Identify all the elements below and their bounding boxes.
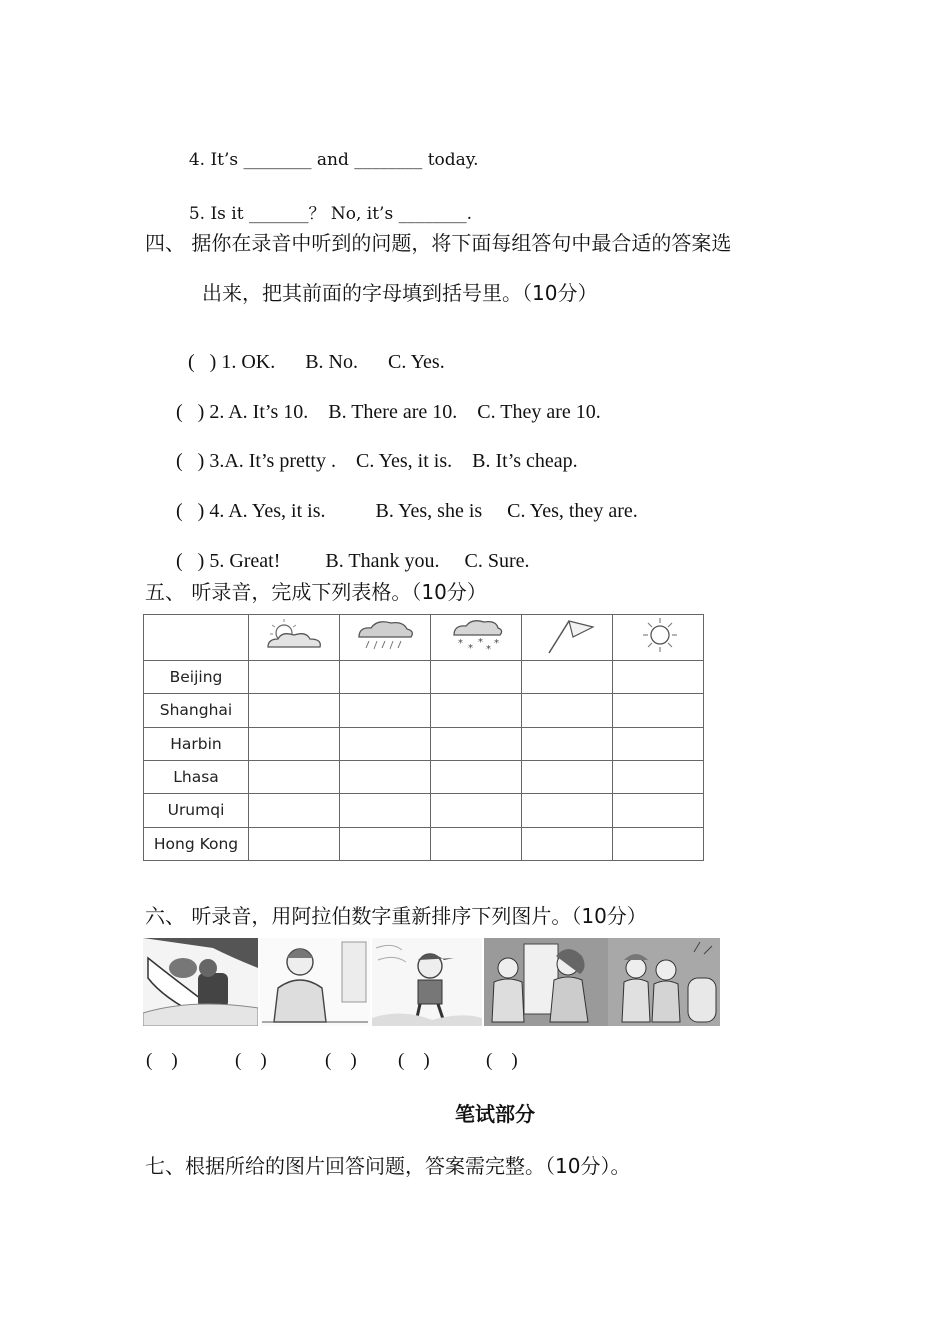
fill-item-5 [178, 179, 472, 224]
fill-item-4 [178, 130, 479, 170]
answer-cell[interactable] [522, 694, 613, 727]
weather-table [143, 614, 704, 861]
answer-cell[interactable] [431, 760, 522, 793]
girls-shopping-picture [608, 938, 720, 1026]
answer-cell[interactable] [613, 661, 704, 694]
answer-paren-2[interactable]: ( ) [235, 1050, 267, 1071]
section4-item-2 [166, 378, 601, 424]
section7-title: 七、根据所给的图片回答问题，答案需完整。（10分）。 [145, 1154, 631, 1178]
table-row [144, 661, 704, 694]
answer-paren-3[interactable]: ( ) [325, 1050, 357, 1071]
item-text: 2. A. It’s 10. B. There are 10. C. They are 10. [209, 401, 601, 423]
answer-cell[interactable] [613, 827, 704, 860]
answer-cell[interactable] [613, 727, 704, 760]
written-part-heading: 笔试部分 [455, 1102, 535, 1126]
answer-cell[interactable] [431, 827, 522, 860]
table-row [144, 727, 704, 760]
table-row [144, 694, 704, 727]
item-text: 1. OK. B. No. C. Yes. [221, 351, 445, 373]
section5-title: 五、 听录音，完成下列表格。（10分） [145, 580, 487, 604]
city-label: Beijing [144, 661, 249, 694]
answer-paren-5[interactable]: ( ) [486, 1050, 518, 1071]
item-text: 5. Great! B. Thank you. C. Sure. [209, 550, 530, 572]
section4-title-line2: 出来，把其前面的字母填到括号里。（10分） [202, 281, 598, 305]
answer-cell[interactable] [249, 694, 340, 727]
answer-cell[interactable] [522, 760, 613, 793]
city-label: Harbin [144, 727, 249, 760]
answer-paren-1[interactable]: ( ) [146, 1050, 178, 1071]
svg-text:*: * [486, 644, 491, 655]
svg-text:*: * [494, 638, 499, 649]
partly-cloudy-icon [249, 615, 340, 661]
wind-flag-icon [522, 615, 613, 661]
table-row [144, 794, 704, 827]
sun-icon [613, 615, 704, 661]
answer-cell[interactable] [522, 827, 613, 860]
answer-cell[interactable] [249, 661, 340, 694]
answer-cell[interactable] [522, 727, 613, 760]
answer-cell[interactable] [522, 661, 613, 694]
item-text: It’s ________ and ________ today. [210, 150, 479, 170]
answer-cell[interactable] [431, 661, 522, 694]
city-label: Hong Kong [144, 827, 249, 860]
answer-cell[interactable] [340, 727, 431, 760]
answer-cell[interactable] [340, 827, 431, 860]
answer-cell[interactable] [249, 794, 340, 827]
answer-cell[interactable] [613, 794, 704, 827]
answer-paren[interactable]: ( ) [176, 401, 205, 423]
item-text: 4. A. Yes, it is. B. Yes, she is C. Yes, they are. [209, 500, 638, 522]
section4-item-5 [166, 527, 529, 573]
answer-cell[interactable] [431, 794, 522, 827]
answer-cell[interactable] [249, 727, 340, 760]
answer-paren[interactable]: ( ) [188, 351, 217, 373]
answer-cell[interactable] [340, 694, 431, 727]
answer-paren[interactable]: ( ) [176, 550, 205, 572]
family-door-picture [484, 938, 608, 1026]
corner-cell [144, 615, 249, 661]
section4-item-3 [166, 427, 578, 473]
item-text: 3.A. It’s pretty . C. Yes, it is. B. It’s cheap. [209, 450, 578, 472]
answer-cell[interactable] [340, 760, 431, 793]
item-text: Is it _______？ No, it’s ________. [210, 204, 472, 224]
answer-cell[interactable] [340, 661, 431, 694]
answer-cell[interactable] [431, 727, 522, 760]
section6-title: 六、 听录音，用阿拉伯数字重新排序下列图片。（10分） [145, 904, 647, 928]
table-row [144, 760, 704, 793]
item-number: 5. [188, 204, 211, 224]
section4-item-1 [178, 328, 445, 374]
section4-title-line1: 四、 据你在录音中听到的问题，将下面每组答句中最合适的答案选 [145, 231, 732, 255]
snowy-scene-picture [143, 938, 258, 1026]
svg-text:*: * [478, 637, 483, 648]
answer-cell[interactable] [249, 760, 340, 793]
svg-text:*: * [468, 643, 473, 654]
answer-cell[interactable] [431, 694, 522, 727]
city-label: Shanghai [144, 694, 249, 727]
answer-paren-4[interactable]: ( ) [398, 1050, 430, 1071]
city-label: Lhasa [144, 760, 249, 793]
answer-cell[interactable] [340, 794, 431, 827]
item-number: 4. [188, 150, 211, 170]
city-label: Urumqi [144, 794, 249, 827]
answer-cell[interactable] [613, 760, 704, 793]
answer-cell[interactable] [613, 694, 704, 727]
answer-paren[interactable]: ( ) [176, 500, 205, 522]
table-row [144, 827, 704, 860]
answer-cell[interactable] [249, 827, 340, 860]
boy-in-wind-picture [372, 938, 482, 1026]
answer-paren[interactable]: ( ) [176, 450, 205, 472]
svg-text:*: * [458, 638, 463, 649]
answer-cell[interactable] [522, 794, 613, 827]
woman-at-window-picture [260, 938, 370, 1026]
section4-item-4 [166, 477, 638, 523]
snow-icon [431, 615, 522, 661]
table-header-row [144, 615, 704, 661]
rain-icon [340, 615, 431, 661]
